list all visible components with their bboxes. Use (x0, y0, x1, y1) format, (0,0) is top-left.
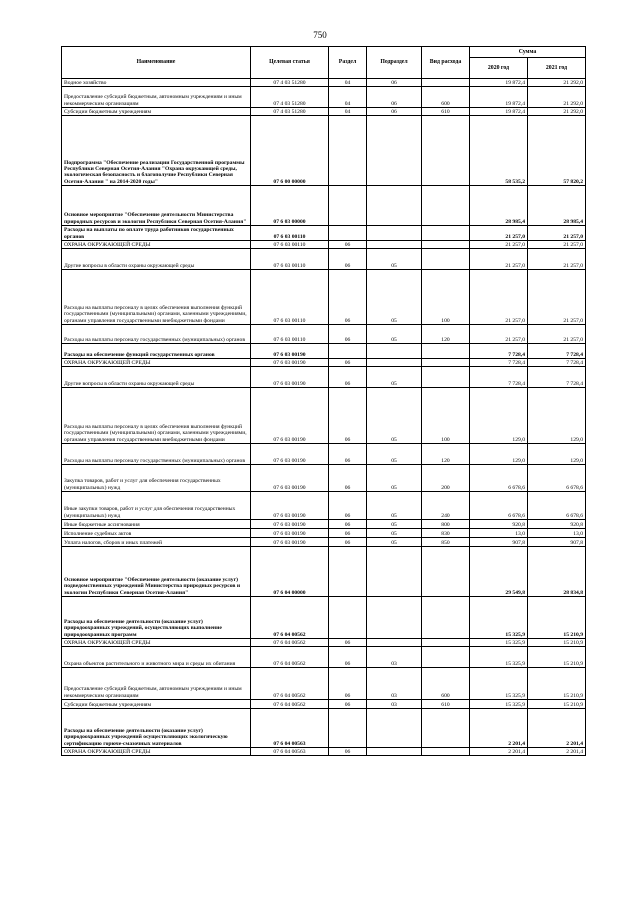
row-sum-2021: 21 257,0 (528, 226, 586, 241)
row-target-code: 07 6 04 00000 (251, 547, 329, 597)
row-name: ОХРАНА ОКРУЖАЮЩЕЙ СРЕДЫ (62, 639, 251, 647)
row-expense-type (422, 547, 470, 597)
row-sum-2021: 7 728,4 (528, 344, 586, 359)
row-subsection (367, 748, 422, 756)
row-expense-type (422, 647, 470, 668)
row-sum-2020: 21 257,0 (470, 226, 528, 241)
row-subsection: 05 (367, 249, 422, 270)
row-section (329, 116, 367, 186)
table-row (62, 639, 586, 647)
row-subsection: 05 (367, 325, 422, 344)
row-section (329, 226, 367, 241)
row-sum-2021: 15 210,9 (528, 597, 586, 639)
table-row (62, 108, 586, 116)
row-sum-2021: 21 292,0 (528, 79, 586, 87)
row-sum-2021: 21 257,0 (528, 270, 586, 325)
table-row (62, 597, 586, 639)
row-name: Расходы на выплаты персоналу государственных (муниципальных) органов (62, 444, 251, 465)
row-sum-2020: 7 728,4 (470, 367, 528, 388)
row-section: 06 (329, 700, 367, 709)
row-name: Иные бюджетные ассигнования (62, 520, 251, 529)
row-section: 06 (329, 520, 367, 529)
row-subsection: 05 (367, 529, 422, 538)
row-target-code: 07 6 03 00190 (251, 359, 329, 367)
row-expense-type: 600 (422, 87, 470, 108)
row-name: Другие вопросы в области охраны окружающей среды (62, 367, 251, 388)
row-subsection (367, 709, 422, 748)
row-target-code: 07 6 03 00190 (251, 444, 329, 465)
row-sum-2020: 15 325,9 (470, 668, 528, 700)
row-section: 06 (329, 748, 367, 756)
row-expense-type: 600 (422, 668, 470, 700)
row-name: ОХРАНА ОКРУЖАЮЩЕЙ СРЕДЫ (62, 748, 251, 756)
row-target-code: 07 6 03 00110 (251, 270, 329, 325)
row-sum-2020: 7 728,4 (470, 344, 528, 359)
table-row (62, 186, 586, 226)
row-name: Охрана объектов растительного и животного мира и среды их обитания (62, 647, 251, 668)
row-sum-2021: 6 678,6 (528, 492, 586, 520)
row-sum-2021: 7 728,4 (528, 359, 586, 367)
row-expense-type (422, 79, 470, 87)
row-sum-2020: 19 872,4 (470, 79, 528, 87)
row-section: 06 (329, 668, 367, 700)
table-row (62, 270, 586, 325)
row-sum-2021: 15 210,9 (528, 700, 586, 709)
row-subsection: 06 (367, 108, 422, 116)
row-sum-2020: 21 257,0 (470, 249, 528, 270)
row-sum-2021: 129,0 (528, 388, 586, 444)
row-target-code: 07 6 03 00190 (251, 520, 329, 529)
row-sum-2021: 28 834,8 (528, 547, 586, 597)
row-section: 06 (329, 325, 367, 344)
table-row (62, 367, 586, 388)
row-name: Расходы на обеспечение деятельности (оказание услуг) природоохранных учреждений осуществляющих экологическую сертификацию горюче-смазочных материалов (62, 709, 251, 748)
row-sum-2021: 2 201,4 (528, 748, 586, 756)
row-sum-2021: 13,0 (528, 529, 586, 538)
row-expense-type: 610 (422, 108, 470, 116)
row-target-code: 07 6 04 00563 (251, 709, 329, 748)
row-target-code: 07 6 03 00190 (251, 529, 329, 538)
row-section: 06 (329, 538, 367, 547)
table-row (62, 388, 586, 444)
row-subsection: 05 (367, 520, 422, 529)
row-target-code: 07 6 03 00190 (251, 344, 329, 359)
row-section: 04 (329, 79, 367, 87)
row-sum-2021: 15 210,9 (528, 639, 586, 647)
row-subsection: 03 (367, 700, 422, 709)
row-section: 06 (329, 639, 367, 647)
row-section (329, 597, 367, 639)
row-section: 06 (329, 444, 367, 465)
row-subsection (367, 597, 422, 639)
row-subsection: 05 (367, 538, 422, 547)
row-expense-type (422, 249, 470, 270)
row-sum-2020: 6 678,6 (470, 465, 528, 492)
row-target-code: 07 4 03 51280 (251, 87, 329, 108)
row-target-code: 07 6 03 00110 (251, 241, 329, 249)
row-section: 04 (329, 108, 367, 116)
row-sum-2020: 15 325,9 (470, 700, 528, 709)
row-sum-2021: 15 210,9 (528, 668, 586, 700)
row-expense-type: 120 (422, 325, 470, 344)
row-sum-2020: 2 201,4 (470, 709, 528, 748)
row-subsection (367, 359, 422, 367)
row-subsection: 05 (367, 492, 422, 520)
row-sum-2020: 21 257,0 (470, 325, 528, 344)
header-year-2020: 2020 год (470, 58, 528, 79)
row-name: Расходы на обеспечение деятельности (оказание услуг) природоохранных учреждений, осуществляющих выполнение природоохранных программ (62, 597, 251, 639)
row-name: Уплата налогов, сборов и иных платежей (62, 538, 251, 547)
row-name: Закупка товаров, работ и услуг для обеспечения государственных (муниципальных) нужд (62, 465, 251, 492)
row-expense-type (422, 116, 470, 186)
row-section (329, 709, 367, 748)
row-sum-2021: 2 201,4 (528, 709, 586, 748)
row-section (329, 186, 367, 226)
budget-table (61, 46, 586, 756)
row-sum-2020: 129,0 (470, 444, 528, 465)
row-sum-2020: 6 678,6 (470, 492, 528, 520)
header-subsection: Подраздел (367, 47, 422, 79)
row-sum-2020: 920,8 (470, 520, 528, 529)
header-name: Наименование (62, 47, 251, 79)
row-expense-type: 610 (422, 700, 470, 709)
header-sum: Сумма (470, 47, 586, 58)
row-name: Предоставление субсидий бюджетным, автономным учреждениям и иным некоммерческим организациям (62, 87, 251, 108)
row-sum-2020: 21 257,0 (470, 270, 528, 325)
row-sum-2021: 21 257,0 (528, 249, 586, 270)
row-name: Исполнение судебных актов (62, 529, 251, 538)
table-row (62, 249, 586, 270)
row-subsection: 05 (367, 388, 422, 444)
table-row (62, 116, 586, 186)
row-name: Расходы на выплаты персоналу в целях обеспечения выполнения функций государственными (муниципальными) органами, казенными учреждениями, органами управления государственными внебюджетными фондами (62, 270, 251, 325)
row-target-code: 07 6 04 00562 (251, 639, 329, 647)
row-subsection (367, 226, 422, 241)
row-name: Расходы на выплаты по оплате труда работников государственных органов (62, 226, 251, 241)
row-subsection (367, 116, 422, 186)
row-subsection: 05 (367, 444, 422, 465)
row-target-code: 07 6 04 00562 (251, 647, 329, 668)
table-row (62, 444, 586, 465)
row-sum-2021: 21 257,0 (528, 325, 586, 344)
row-expense-type (422, 639, 470, 647)
row-sum-2020: 19 872,4 (470, 87, 528, 108)
row-name: ОХРАНА ОКРУЖАЮЩЕЙ СРЕДЫ (62, 241, 251, 249)
row-section: 06 (329, 249, 367, 270)
row-sum-2021: 28 985,4 (528, 186, 586, 226)
row-section: 06 (329, 647, 367, 668)
row-name: Основное мероприятие "Обеспечение деятельности (оказание услуг) подведомственных учреждений Министерства природных ресурсов и экологии Республики Северная Осетия-Алания" (62, 547, 251, 597)
row-sum-2021: 920,8 (528, 520, 586, 529)
row-sum-2020: 15 325,9 (470, 597, 528, 639)
row-expense-type: 120 (422, 444, 470, 465)
table-row (62, 668, 586, 700)
row-name: Подпрограмма "Обеспечение реализации Государственной программы Республики Северная Осетия-Алания "Охрана окружающей среды, экологическая безопасность и благополучие Республики Северная Осетия-Алания " на 2014-2020 годы" (62, 116, 251, 186)
row-sum-2020: 907,8 (470, 538, 528, 547)
table-body (62, 79, 586, 756)
row-section: 06 (329, 465, 367, 492)
table-row (62, 344, 586, 359)
table-row (62, 547, 586, 597)
header-expense-type: Вид расхода (422, 47, 470, 79)
table-row (62, 87, 586, 108)
table-row (62, 241, 586, 249)
row-expense-type: 850 (422, 538, 470, 547)
row-target-code: 07 6 04 00563 (251, 748, 329, 756)
row-section: 06 (329, 241, 367, 249)
header-target: Целевая статья (251, 47, 329, 79)
table-row (62, 520, 586, 529)
row-subsection (367, 547, 422, 597)
row-expense-type (422, 748, 470, 756)
row-expense-type: 200 (422, 465, 470, 492)
row-target-code: 07 6 04 00562 (251, 597, 329, 639)
row-expense-type: 240 (422, 492, 470, 520)
row-target-code: 07 6 03 00000 (251, 186, 329, 226)
row-name: Предоставление субсидий бюджетным, автономным учреждениям и иным некоммерческим организациям (62, 668, 251, 700)
row-sum-2020: 15 325,9 (470, 647, 528, 668)
table-row (62, 79, 586, 87)
row-target-code: 07 4 03 51280 (251, 108, 329, 116)
row-expense-type: 830 (422, 529, 470, 538)
row-name: ОХРАНА ОКРУЖАЮЩЕЙ СРЕДЫ (62, 359, 251, 367)
row-expense-type (422, 226, 470, 241)
row-section: 06 (329, 359, 367, 367)
row-name: Расходы на выплаты персоналу в целях обеспечения выполнения функций государственными (муниципальными) органами, казенными учреждениями, органами управления государственными внебюджетными фондами (62, 388, 251, 444)
table-row (62, 465, 586, 492)
table-row (62, 492, 586, 520)
row-sum-2021: 57 820,2 (528, 116, 586, 186)
row-subsection (367, 639, 422, 647)
row-sum-2021: 15 210,9 (528, 647, 586, 668)
row-sum-2020: 13,0 (470, 529, 528, 538)
page-number: 750 (313, 30, 327, 40)
row-name: Расходы на выплаты персоналу государственных (муниципальных) органов (62, 325, 251, 344)
row-sum-2021: 129,0 (528, 444, 586, 465)
table-row (62, 359, 586, 367)
row-expense-type (422, 597, 470, 639)
row-target-code: 07 6 03 00110 (251, 249, 329, 270)
row-sum-2021: 21 292,0 (528, 108, 586, 116)
row-sum-2020: 129,0 (470, 388, 528, 444)
row-section: 06 (329, 529, 367, 538)
row-expense-type (422, 344, 470, 359)
table-row (62, 325, 586, 344)
row-sum-2021: 6 678,6 (528, 465, 586, 492)
table-row (62, 748, 586, 756)
row-section: 06 (329, 388, 367, 444)
row-section: 06 (329, 367, 367, 388)
row-sum-2021: 907,8 (528, 538, 586, 547)
row-target-code: 07 6 03 00190 (251, 367, 329, 388)
table-row (62, 647, 586, 668)
row-name: Иные закупки товаров, работ и услуг для обеспечения государственных (муниципальных) нужд (62, 492, 251, 520)
row-expense-type (422, 241, 470, 249)
row-name: Субсидии бюджетным учреждениям (62, 108, 251, 116)
table-row (62, 529, 586, 538)
row-subsection (367, 186, 422, 226)
row-sum-2020: 2 201,4 (470, 748, 528, 756)
header-year-2021: 2021 год (528, 58, 586, 79)
row-sum-2020: 7 728,4 (470, 359, 528, 367)
table-row (62, 709, 586, 748)
row-sum-2021: 21 257,0 (528, 241, 586, 249)
row-sum-2021: 21 292,0 (528, 87, 586, 108)
row-target-code: 07 6 03 00110 (251, 226, 329, 241)
row-expense-type (422, 186, 470, 226)
row-subsection (367, 241, 422, 249)
table-row (62, 538, 586, 547)
table-header (62, 47, 586, 79)
row-target-code: 07 6 00 00000 (251, 116, 329, 186)
row-expense-type: 800 (422, 520, 470, 529)
row-sum-2020: 15 325,9 (470, 639, 528, 647)
row-sum-2020: 19 872,4 (470, 108, 528, 116)
row-subsection: 03 (367, 647, 422, 668)
row-target-code: 07 4 03 51280 (251, 79, 329, 87)
row-target-code: 07 6 03 00190 (251, 388, 329, 444)
row-name: Субсидии бюджетным учреждениям (62, 700, 251, 709)
row-subsection: 06 (367, 79, 422, 87)
row-target-code: 07 6 03 00190 (251, 538, 329, 547)
row-target-code: 07 6 03 00190 (251, 492, 329, 520)
row-name: Водное хозяйство (62, 79, 251, 87)
row-expense-type (422, 367, 470, 388)
row-expense-type (422, 709, 470, 748)
row-sum-2021: 7 728,4 (528, 367, 586, 388)
row-subsection: 06 (367, 87, 422, 108)
row-section (329, 344, 367, 359)
row-subsection: 05 (367, 465, 422, 492)
row-name: Расходы на обеспечение функций государственных органов (62, 344, 251, 359)
row-expense-type (422, 359, 470, 367)
row-sum-2020: 58 535,2 (470, 116, 528, 186)
table-row (62, 226, 586, 241)
row-sum-2020: 28 985,4 (470, 186, 528, 226)
row-subsection: 05 (367, 270, 422, 325)
header-section: Раздел (329, 47, 367, 79)
row-name: Другие вопросы в области охраны окружающей среды (62, 249, 251, 270)
row-sum-2020: 21 257,0 (470, 241, 528, 249)
row-target-code: 07 6 04 00562 (251, 668, 329, 700)
row-section: 06 (329, 270, 367, 325)
table-row (62, 700, 586, 709)
row-section: 04 (329, 87, 367, 108)
row-sum-2020: 29 549,8 (470, 547, 528, 597)
row-expense-type: 100 (422, 270, 470, 325)
row-section (329, 547, 367, 597)
row-target-code: 07 6 04 00562 (251, 700, 329, 709)
row-subsection: 05 (367, 367, 422, 388)
row-name: Основное мероприятие "Обеспечение деятельности Министерства природных ресурсов и экологии Республики Северная Осетия-Алания" (62, 186, 251, 226)
row-target-code: 07 6 03 00110 (251, 325, 329, 344)
row-expense-type: 100 (422, 388, 470, 444)
row-target-code: 07 6 03 00190 (251, 465, 329, 492)
row-section: 06 (329, 492, 367, 520)
row-subsection (367, 344, 422, 359)
row-subsection: 03 (367, 668, 422, 700)
